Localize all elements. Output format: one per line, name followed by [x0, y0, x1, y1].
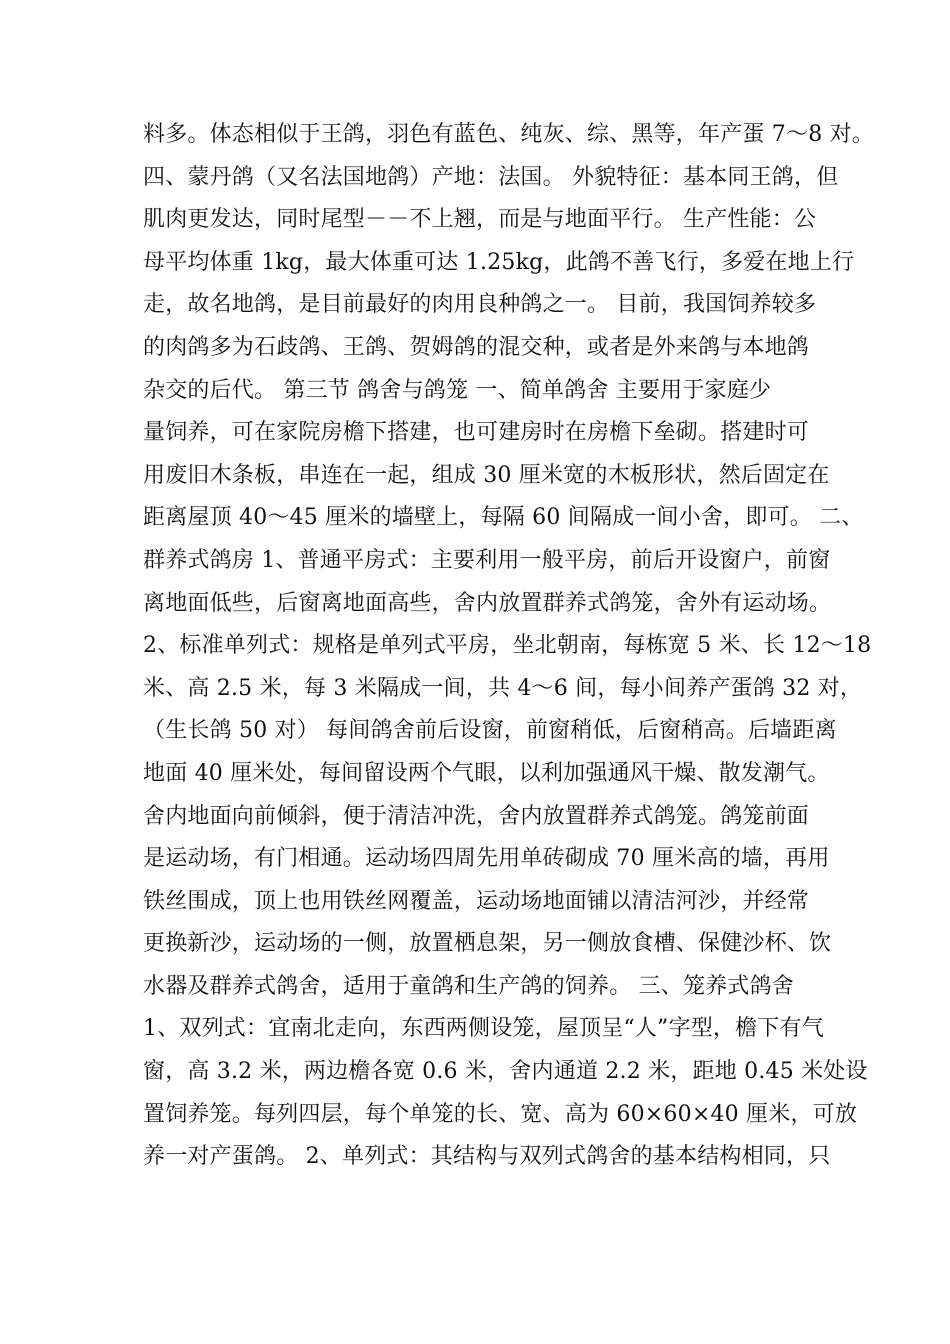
- text-line: 舍内地面向前倾斜，便于清洁冲洗，舍内放置群养式鸽笼。鸽笼前面: [143, 803, 810, 829]
- text-line: （生长鸽 50 对） 每间鸽舍前后设窗，前窗稍低，后窗稍高。后墙距离: [143, 718, 837, 744]
- text-line: 量饲养，可在家院房檐下搭建，也可建房时在房檐下垒砌。搭建时可: [143, 420, 810, 446]
- text-line: 置饲养笼。每列四层，每个单笼的长、宽、高为 60×60×40 厘米，可放: [143, 1101, 858, 1127]
- text-line: 1、双列式：宜南北走向，东西两侧设笼，屋顶呈“人”字型，檐下有气: [143, 1016, 824, 1042]
- text-line: 肌肉更发达，同时尾型－－不上翘，而是与地面平行。 生产性能：公: [143, 207, 817, 233]
- text-line: 铁丝围成，顶上也用铁丝网覆盖，运动场地面铺以清洁河沙，并经常: [143, 888, 810, 914]
- text-line: 地面 40 厘米处，每间留设两个气眼，以利加强通风干燥、散发潮气。: [143, 760, 830, 786]
- text-line: 走，故名地鸽，是目前最好的肉用良种鸽之一。 目前，我国饲养较多: [143, 292, 817, 318]
- text-line: 距离屋顶 40～45 厘米的墙壁上，每隔 60 间隔成一间小舍，即可。 二、: [143, 505, 864, 531]
- text-line: 用废旧木条板，串连在一起，组成 30 厘米宽的木板形状，然后固定在: [143, 462, 830, 488]
- text-line: 四、蒙丹鸽（又名法国地鸽）产地：法国。 外貌特征：基本同王鸽，但: [143, 164, 839, 190]
- text-line: 2、标准单列式：规格是单列式平房，坐北朝南，每栋宽 5 米、长 12～18: [143, 633, 872, 659]
- text-line: 窗，高 3.2 米，两边檐各宽 0.6 米，舍内通道 2.2 米，距地 0.45 米处设: [143, 1059, 868, 1085]
- text-line: 水器及群养式鸽舍，适用于童鸽和生产鸽的饲养。 三、笼养式鸽舍: [143, 973, 794, 999]
- text-line: 杂交的后代。 第三节 鸽舍与鸽笼 一、简单鸽舍 主要用于家庭少: [143, 377, 772, 403]
- text-line: 的肉鸽多为石歧鸽、王鸽、贺姆鸽的混交种，或者是外来鸽与本地鸽: [143, 334, 810, 360]
- text-line: 米、高 2.5 米，每 3 米隔成一间，共 4～6 间，每小间养产蛋鸽 32 对，: [143, 675, 863, 701]
- text-line: 料多。体态相似于王鸽，羽色有蓝色、纯灰、综、黑等，年产蛋 7～8 对。: [143, 122, 874, 147]
- text-line: 母平均体重 1kg，最大体重可达 1.25kg，此鸽不善飞行，多爱在地上行: [143, 249, 855, 275]
- text-line: 更换新沙，运动场的一侧，放置栖息架，另一侧放食槽、保健沙杯、饮: [143, 931, 832, 957]
- text-line: 是运动场，有门相通。运动场四周先用单砖砌成 70 厘米高的墙，再用: [143, 846, 830, 872]
- text-line: 离地面低些，后窗离地面高些，舍内放置群养式鸽笼，舍外有运动场。: [143, 590, 832, 616]
- text-line: 群养式鸽房 1、普通平房式：主要利用一般平房，前后开设窗户，前窗: [143, 547, 831, 573]
- text-line: 养一对产蛋鸽。 2、单列式：其结构与双列式鸽舍的基本结构相同，只: [143, 1144, 831, 1170]
- body-text: [143, 114, 874, 1179]
